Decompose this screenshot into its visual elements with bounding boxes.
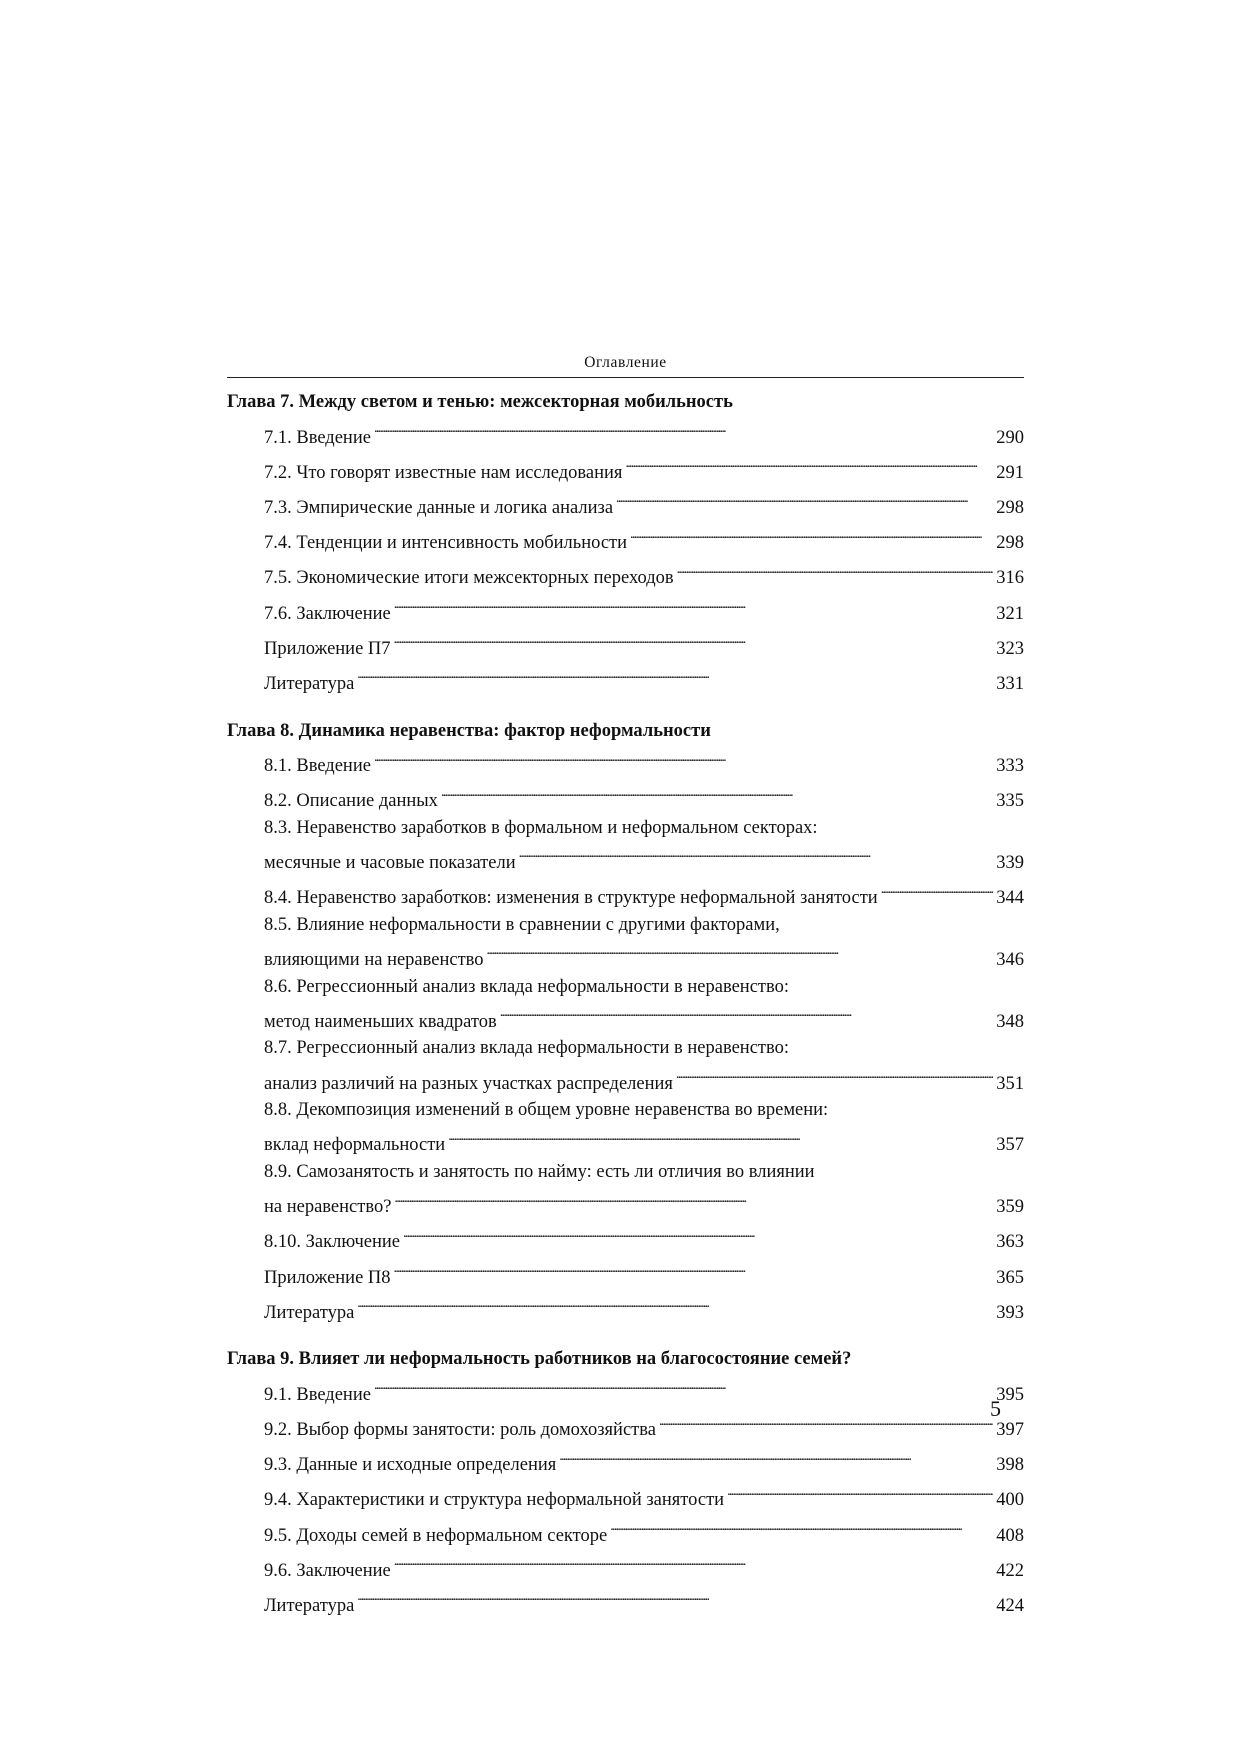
dot-leader [394, 1186, 993, 1213]
toc-entry-page: 395 [996, 1384, 1024, 1405]
toc-entry-row [264, 841, 1024, 876]
toc-entry[interactable] [227, 1159, 1024, 1221]
toc-entry-label: 9.4. Характеристики и структура неформальной занятости [264, 1490, 725, 1511]
toc-entry-label: 9.6. Заключение [264, 1560, 391, 1581]
toc-entry-row [264, 1062, 1024, 1097]
toc-entry-page: 424 [996, 1596, 1024, 1617]
toc-entry[interactable] [227, 1221, 1024, 1256]
toc-entry[interactable] [227, 522, 1024, 557]
toc-entry[interactable] [227, 1514, 1024, 1549]
dot-leader [676, 1062, 993, 1089]
toc-entry-row [264, 877, 1024, 912]
toc-entry-row [264, 557, 1024, 592]
toc-entry-page: 397 [996, 1420, 1024, 1441]
toc-entry-row [264, 486, 1024, 521]
dot-leader [441, 780, 993, 807]
dot-leader [357, 1291, 993, 1318]
toc-entry-page: 290 [996, 427, 1024, 448]
toc-entry-label: 9.3. Данные и исходные определения [264, 1455, 557, 1476]
dot-leader [625, 451, 993, 478]
dot-leader [394, 627, 993, 654]
dot-leader [727, 1479, 993, 1506]
dot-leader [610, 1514, 993, 1541]
chapter-section [227, 389, 1024, 698]
toc-entry[interactable] [227, 1444, 1024, 1479]
toc-entry-row [264, 1584, 1024, 1619]
toc-entry-page: 321 [996, 603, 1024, 624]
toc-entry-label: 8.4. Неравенство заработков: изменения в структуре неформальной занятости [264, 888, 878, 909]
dot-leader [448, 1124, 993, 1151]
toc-entry-label: 9.1. Введение [264, 1384, 371, 1405]
toc-entry-label: 7.1. Введение [264, 427, 371, 448]
toc-entry[interactable] [227, 451, 1024, 486]
toc-entry-page: 422 [996, 1560, 1024, 1581]
dot-leader [677, 557, 993, 584]
toc-entry-page: 339 [996, 853, 1024, 874]
toc-entry-page: 298 [996, 497, 1024, 518]
toc-entry-page: 333 [996, 756, 1024, 777]
toc-entry-row [264, 1373, 1024, 1408]
toc-entry-label: Литература [264, 673, 355, 694]
toc-entry[interactable] [227, 1409, 1024, 1444]
toc-entry[interactable] [227, 416, 1024, 451]
toc-entry-page: 331 [996, 673, 1024, 694]
dot-leader [500, 1000, 993, 1027]
page-number: 5 [990, 1396, 1001, 1421]
toc-entry[interactable] [227, 1097, 1024, 1159]
running-head: Оглавление [584, 354, 667, 371]
toc-entry[interactable] [227, 877, 1024, 912]
toc-entry-label: Литература [264, 1302, 355, 1323]
toc-entry-row [264, 1186, 1024, 1221]
toc-entry[interactable] [227, 1256, 1024, 1291]
toc-entry-row [264, 1000, 1024, 1035]
toc-entry[interactable] [227, 815, 1024, 877]
toc-entry-page: 363 [996, 1232, 1024, 1253]
toc-entry-label: 7.5. Экономические итоги межсекторных переходов [264, 568, 674, 589]
toc-entry-page: 365 [996, 1267, 1024, 1288]
toc-entry-label: 8.1. Введение [264, 756, 371, 777]
dot-leader [559, 1444, 993, 1471]
toc-entry-page: 344 [996, 888, 1024, 909]
toc-entry-row [264, 1124, 1024, 1159]
toc-entry-label: 8.10. Заключение [264, 1232, 400, 1253]
toc-entry[interactable] [227, 780, 1024, 815]
toc-entry[interactable] [227, 1035, 1024, 1097]
dot-leader [357, 1584, 993, 1611]
toc-entry-title-line: 8.3. Неравенство заработков в формальном и неформальном секторах: [264, 817, 818, 838]
toc-entry-label: 8.2. Описание данных [264, 791, 438, 812]
toc-entry-row [264, 1444, 1024, 1479]
toc-entry-row [264, 780, 1024, 815]
toc-entry-row [264, 1514, 1024, 1549]
toc-entry-row [264, 451, 1024, 486]
toc-entry-page: 400 [996, 1490, 1024, 1511]
toc-entry[interactable] [227, 1479, 1024, 1514]
dot-leader [357, 662, 993, 689]
toc-entry-page: 298 [996, 533, 1024, 554]
chapter-title[interactable]: Глава 8. Динамика неравенства: фактор неформальности [227, 720, 711, 741]
table-of-contents [227, 352, 1024, 1620]
toc-entry-label: влияющими на неравенство [264, 950, 484, 971]
toc-entry[interactable] [227, 592, 1024, 627]
toc-entry-row [264, 662, 1024, 697]
toc-entry-page: 346 [996, 950, 1024, 971]
toc-entry[interactable] [227, 627, 1024, 662]
toc-entry-row [264, 1409, 1024, 1444]
dot-leader [374, 1373, 993, 1400]
toc-entry-page: 398 [996, 1455, 1024, 1476]
chapter-section [227, 718, 1024, 1327]
toc-entry-row [264, 1479, 1024, 1514]
toc-entry-title-line: 8.7. Регрессионный анализ вклада неформальности в неравенство: [264, 1038, 790, 1059]
toc-body [227, 389, 1024, 1620]
toc-entry-page: 359 [996, 1197, 1024, 1218]
chapter-title[interactable]: Глава 7. Между светом и тенью: межсекторная мобильность [227, 392, 733, 412]
toc-entry-label: 7.2. Что говорят известные нам исследования [264, 462, 623, 483]
dot-leader [616, 486, 993, 513]
dot-leader [374, 745, 993, 772]
toc-entry[interactable] [227, 1549, 1024, 1584]
toc-entry-row [264, 1256, 1024, 1291]
toc-entry[interactable] [227, 486, 1024, 521]
dot-leader [659, 1409, 993, 1436]
toc-entry[interactable] [227, 1584, 1024, 1619]
dot-leader [519, 841, 993, 868]
toc-entry-row [264, 1221, 1024, 1256]
chapter-title[interactable]: Глава 9. Влияет ли неформальность работников на благосостояние семей? [227, 1349, 852, 1370]
toc-entry[interactable] [227, 1291, 1024, 1326]
toc-entry-label: метод наименьших квадратов [264, 1011, 497, 1032]
toc-entry-page: 348 [996, 1011, 1024, 1032]
toc-entry-row [264, 592, 1024, 627]
header-rule [227, 377, 1024, 378]
toc-entry-page: 357 [996, 1135, 1024, 1156]
toc-entry-label: вклад неформальности [264, 1135, 446, 1156]
chapter-section [227, 1346, 1024, 1619]
toc-entry[interactable] [227, 557, 1024, 592]
toc-entry[interactable] [227, 745, 1024, 780]
dot-leader [487, 938, 993, 965]
toc-entry-label: месячные и часовые показатели [264, 853, 516, 874]
dot-leader [881, 877, 993, 904]
toc-entry[interactable] [227, 912, 1024, 974]
toc-entry-page: 335 [996, 791, 1024, 812]
toc-entry-title-line: 8.6. Регрессионный анализ вклада неформальности в неравенство: [264, 976, 790, 997]
toc-entry[interactable] [227, 662, 1024, 697]
toc-entry-label: Литература [264, 1596, 355, 1617]
dot-leader [403, 1221, 993, 1248]
dot-leader [630, 522, 993, 549]
toc-entry-label: 9.2. Выбор формы занятости: роль домохозяйства [264, 1420, 656, 1441]
toc-entry-label: Приложение П8 [264, 1267, 391, 1288]
toc-entry-title-line: 8.8. Декомпозиция изменений в общем уровне неравенства во времени: [264, 1100, 829, 1121]
toc-entry-page: 291 [996, 462, 1024, 483]
toc-entry-page: 408 [996, 1525, 1024, 1546]
toc-entry-page: 393 [996, 1302, 1024, 1323]
toc-entry-row [264, 627, 1024, 662]
toc-entry-page: 316 [996, 568, 1024, 589]
dot-leader [394, 592, 993, 619]
toc-entry-title-line: 8.9. Самозанятость и занятость по найму: есть ли отличия во влиянии [264, 1161, 815, 1182]
toc-entry[interactable] [227, 974, 1024, 1036]
toc-entry-row [264, 1549, 1024, 1584]
toc-entry-label: анализ различий на разных участках распределения [264, 1073, 673, 1094]
toc-entry-label: 7.6. Заключение [264, 603, 391, 624]
dot-leader [394, 1549, 993, 1576]
dot-leader [374, 416, 993, 443]
toc-entry-label: на неравенство? [264, 1197, 392, 1218]
toc-entry-label: 7.4. Тенденции и интенсивность мобильности [264, 533, 628, 554]
toc-entry-row [264, 745, 1024, 780]
toc-entry-label: 7.3. Эмпирические данные и логика анализа [264, 497, 614, 518]
toc-entry-title-line: 8.5. Влияние неформальности в сравнении с другими факторами, [264, 914, 780, 935]
toc-entry-row [264, 938, 1024, 973]
toc-entry-page: 351 [996, 1073, 1024, 1094]
dot-leader [394, 1256, 993, 1283]
toc-entry-label: 9.5. Доходы семей в неформальном секторе [264, 1525, 608, 1546]
toc-entry-page: 323 [996, 638, 1024, 659]
toc-entry-label: Приложение П7 [264, 638, 391, 659]
toc-entry-row [264, 522, 1024, 557]
toc-entry-row [264, 416, 1024, 451]
toc-entry[interactable] [227, 1373, 1024, 1408]
toc-entry-row [264, 1291, 1024, 1326]
